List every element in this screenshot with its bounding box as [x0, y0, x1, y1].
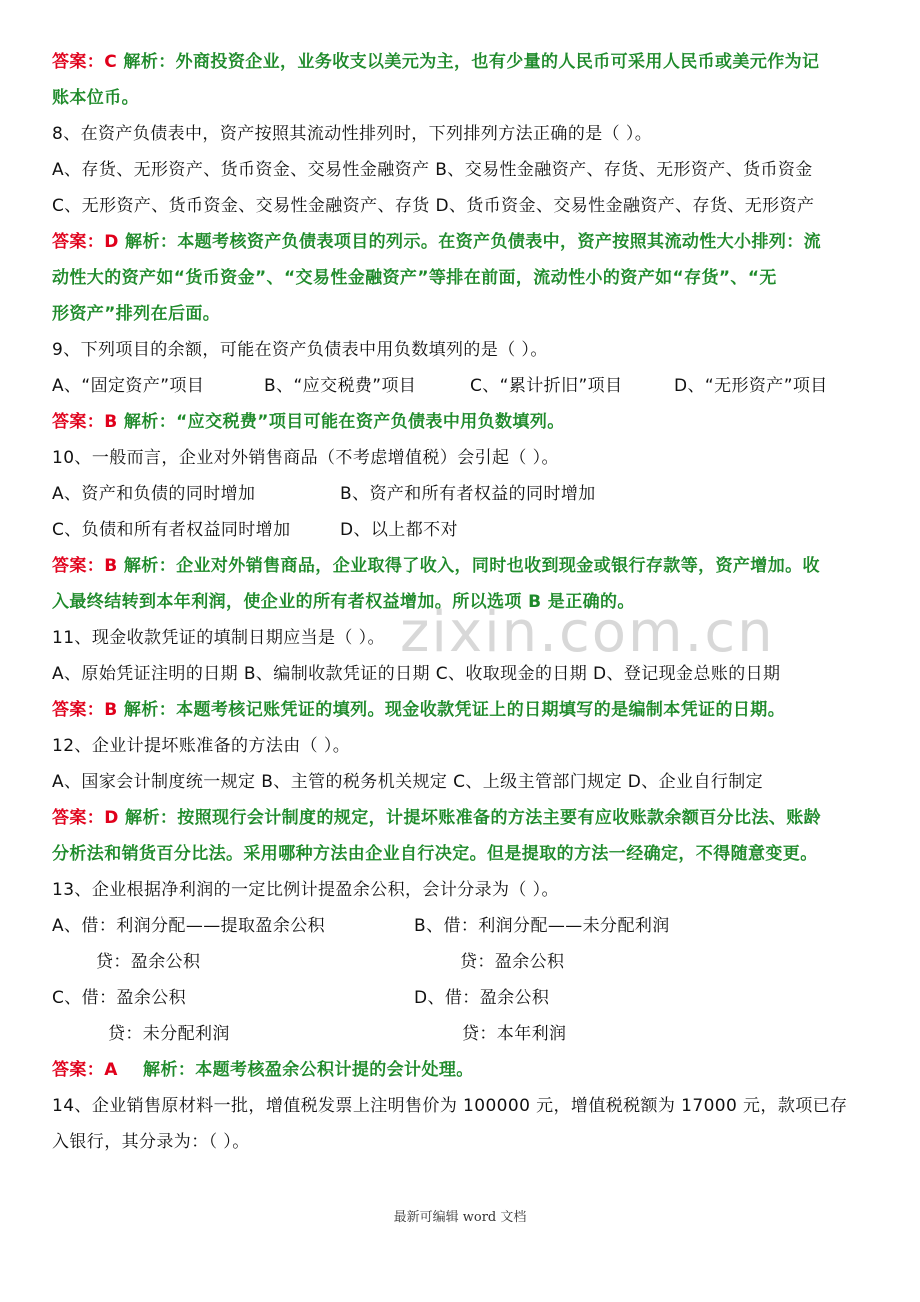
- page-footer: 最新可编辑 word 文档: [393, 1210, 527, 1225]
- option-d-debit: D、借：盈余公积: [414, 988, 550, 1008]
- answer-line: [52, 554, 820, 578]
- question-12-options: A、国家会计制度统一规定 B、主管的税务机关规定 C、上级主管部门规定 D、企业自行制定: [52, 772, 764, 792]
- option-c: C、“累计折旧”项目: [470, 376, 623, 396]
- analysis-text: 解析：按照现行会计制度的规定，计提坏账准备的方法主要有应收账款余额百分比法、账龄: [125, 808, 822, 828]
- answer-label: 答案：: [52, 52, 105, 72]
- option-b-credit: 贷：盈余公积: [460, 952, 565, 972]
- option-b: B、资产和所有者权益的同时增加: [340, 484, 596, 504]
- answer-line: [52, 1058, 474, 1082]
- option-d: D、以上都不对: [340, 520, 458, 540]
- option-a: A、资产和负债的同时增加: [52, 484, 256, 504]
- analysis-text: 解析：外商投资企业，业务收支以美元为主，也有少量的人民币可采用人民币或美元作为记: [123, 52, 820, 72]
- answer-label: 答案：: [52, 412, 105, 432]
- watermark: zixin.com.cn: [400, 600, 775, 665]
- option-b: B、“应交税费”项目: [264, 376, 417, 396]
- option-d: D、“无形资产”项目: [674, 376, 828, 396]
- analysis-text: 解析：“应交税费”项目可能在资产负债表中用负数填列。: [123, 412, 565, 432]
- answer-code: C: [104, 52, 118, 72]
- question-14-continuation: 入银行，其分录为：（ ）。: [52, 1132, 250, 1152]
- answer-line: [52, 230, 821, 254]
- question-9: 9、下列项目的余额，可能在资产负债表中用负数填列的是（ ）。: [52, 340, 548, 360]
- analysis-text: 解析：本题考核记账凭证的填列。现金收款凭证上的日期填写的是编制本凭证的日期。: [123, 700, 786, 720]
- question-14: 14、企业销售原材料一批，增值税发票上注明售价为 100000 元，增值税税额为 17000 元，款项已存: [52, 1096, 848, 1116]
- answer-label: 答案：: [52, 1060, 105, 1080]
- question-8-options-ab: A、存货、无形资产、货币资金、交易性金融资产 B、交易性金融资产、存货、无形资产、货币资金: [52, 160, 813, 180]
- option-a-credit: 贷：盈余公积: [96, 952, 201, 972]
- analysis-continuation: 入最终结转到本年利润，使企业的所有者权益增加。所以选项 B 是正确的。: [52, 592, 635, 612]
- analysis-continuation: 形资产”排列在后面。: [52, 304, 221, 324]
- option-c-credit: 贷：未分配利润: [108, 1024, 230, 1044]
- option-a-debit: A、借：利润分配——提取盈余公积: [52, 916, 326, 936]
- analysis-text: 解析：本题考核资产负债表项目的列示。在资产负债表中，资产按照其流动性大小排列：流: [125, 232, 822, 252]
- answer-line: [52, 410, 565, 434]
- answer-label: 答案：: [52, 808, 105, 828]
- answer-code: B: [104, 700, 118, 720]
- option-c-debit: C、借：盈余公积: [52, 988, 187, 1008]
- question-11: 11、现金收款凭证的填制日期应当是（ ）。: [52, 628, 385, 648]
- analysis-continuation: 账本位币。: [52, 88, 139, 108]
- analysis-continuation: 动性大的资产如“货币资金”、“交易性金融资产”等排在前面，流动性小的资产如“存货”、“无: [52, 268, 777, 288]
- answer-code: A: [104, 1060, 118, 1080]
- answer-code: B: [104, 556, 118, 576]
- analysis-continuation: 分析法和销货百分比法。采用哪种方法由企业自行决定。但是提取的方法一经确定，不得随意变更。: [52, 844, 818, 864]
- answer-line: [52, 50, 819, 74]
- question-8: 8、在资产负债表中，资产按照其流动性排列时，下列排列方法正确的是（ ）。: [52, 124, 653, 144]
- question-11-options: A、原始凭证注明的日期 B、编制收款凭证的日期 C、收取现金的日期 D、登记现金总账的日期: [52, 664, 781, 684]
- analysis-text: 解析：本题考核盈余公积计提的会计处理。: [143, 1060, 474, 1080]
- answer-code: D: [104, 808, 119, 828]
- option-b-debit: B、借：利润分配——未分配利润: [414, 916, 670, 936]
- question-13: 13、企业根据净利润的一定比例计提盈余公积，会计分录为（ ）。: [52, 880, 559, 900]
- answer-label: 答案：: [52, 700, 105, 720]
- question-10: 10、一般而言，企业对外销售商品（不考虑增值税）会引起（ ）。: [52, 448, 559, 468]
- option-d-credit: 贷：本年利润: [462, 1024, 567, 1044]
- option-a: A、“固定资产”项目: [52, 376, 205, 396]
- answer-code: D: [104, 232, 119, 252]
- question-8-options-cd: C、无形资产、货币资金、交易性金融资产、存货 D、货币资金、交易性金融资产、存货、无形资产: [52, 196, 815, 216]
- analysis-text: 解析：企业对外销售商品，企业取得了收入，同时也收到现金或银行存款等，资产增加。收: [123, 556, 820, 576]
- answer-label: 答案：: [52, 232, 105, 252]
- answer-line: [52, 806, 821, 830]
- option-c: C、负债和所有者权益同时增加: [52, 520, 291, 540]
- answer-label: 答案：: [52, 556, 105, 576]
- answer-line: [52, 698, 785, 722]
- question-12: 12、企业计提坏账准备的方法由（ ）。: [52, 736, 351, 756]
- answer-code: B: [104, 412, 118, 432]
